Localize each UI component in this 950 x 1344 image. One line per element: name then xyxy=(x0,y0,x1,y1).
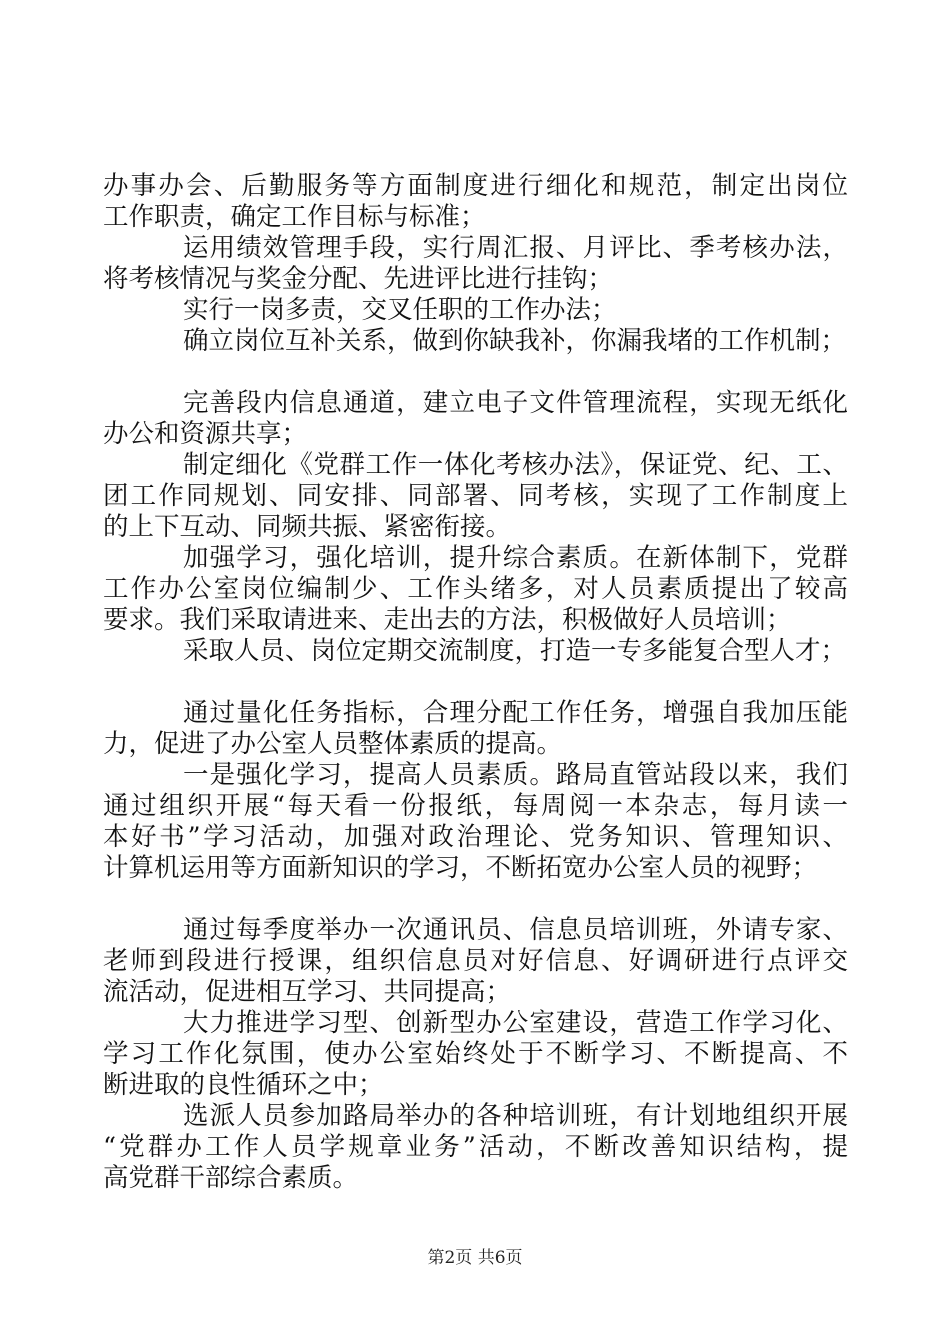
blank-line xyxy=(103,357,848,388)
paragraph xyxy=(103,915,848,1008)
document-body xyxy=(103,171,848,1194)
text-line: 通过每季度举办一次通讯员、信息员培训班，外请专家、 xyxy=(183,915,848,945)
text-line: 计算机运用等方面新知识的学习，不断拓宽办公室人员的视野； xyxy=(103,853,818,883)
text-line: 本好书”学习活动，加强对政治理论、党务知识、管理知识、 xyxy=(103,822,848,852)
blank-line xyxy=(103,884,848,915)
paragraph xyxy=(103,171,848,233)
text-line: 完善段内信息通道，建立电子文件管理流程，实现无纸化 xyxy=(183,388,848,418)
paragraph xyxy=(103,326,848,357)
text-line: 断进取的良性循环之中； xyxy=(103,1070,384,1100)
paragraph xyxy=(103,233,848,295)
text-line: 办公和资源共享； xyxy=(103,419,308,449)
text-line: 老师到段进行授课，组织信息员对好信息、好调研进行点评交 xyxy=(103,946,848,976)
paragraph xyxy=(103,388,848,450)
text-line: 办事办会、后勤服务等方面制度进行细化和规范，制定出岗位 xyxy=(103,171,848,201)
text-line: 流活动，促进相互学习、共同提高； xyxy=(103,977,512,1007)
text-line: 的上下互动、同频共振、紧密衔接。 xyxy=(103,512,512,542)
text-line: 运用绩效管理手段，实行周汇报、月评比、季考核办法， xyxy=(183,233,848,263)
paragraph xyxy=(103,450,848,543)
text-line: 高党群干部综合素质。 xyxy=(103,1163,359,1193)
text-line: 工作办公室岗位编制少、工作头绪多，对人员素质提出了较高 xyxy=(103,574,848,604)
text-line: “党群办工作人员学规章业务”活动，不断改善知识结构，提 xyxy=(103,1132,848,1162)
text-line: 工作职责，确定工作目标与标准； xyxy=(103,202,486,232)
text-line: 采取人员、岗位定期交流制度，打造一专多能复合型人才； xyxy=(183,636,847,666)
paragraph xyxy=(103,295,848,326)
text-line: 大力推进学习型、创新型办公室建设，营造工作学习化、 xyxy=(183,1008,848,1038)
paragraph xyxy=(103,636,848,667)
text-line: 选派人员参加路局举办的各种培训班，有计划地组织开展 xyxy=(183,1101,848,1131)
text-line: 加强学习，强化培训，提升综合素质。在新体制下，党群 xyxy=(183,543,848,573)
text-line: 团工作同规划、同安排、同部署、同考核，实现了工作制度上 xyxy=(103,481,848,511)
page-number-footer: 第2页 共6页 xyxy=(427,1248,523,1268)
paragraph xyxy=(103,543,848,636)
paragraph xyxy=(103,1008,848,1101)
text-line: 通过组织开展“每天看一份报纸，每周阅一本杂志，每月读一 xyxy=(103,791,848,821)
text-line: 制定细化《党群工作一体化考核办法》，保证党、纪、工、 xyxy=(183,450,848,480)
text-line: 确立岗位互补关系，做到你缺我补，你漏我堵的工作机制； xyxy=(183,326,847,356)
blank-line xyxy=(103,667,848,698)
text-line: 一是强化学习，提高人员素质。路局直管站段以来，我们 xyxy=(183,760,848,790)
text-line: 学习工作化氛围，使办公室始终处于不断学习、不断提高、不 xyxy=(103,1039,848,1069)
text-line: 力，促进了办公室人员整体素质的提高。 xyxy=(103,729,563,759)
text-line: 要求。我们采取请进来、走出去的方法，积极做好人员培训； xyxy=(103,605,792,635)
text-line: 将考核情况与奖金分配、先进评比进行挂钩； xyxy=(103,264,614,294)
paragraph xyxy=(103,698,848,760)
paragraph xyxy=(103,760,848,884)
text-line: 实行一岗多责，交叉任职的工作办法； xyxy=(183,295,617,325)
text-line: 通过量化任务指标，合理分配工作任务，增强自我加压能 xyxy=(183,698,848,728)
paragraph xyxy=(103,1101,848,1194)
